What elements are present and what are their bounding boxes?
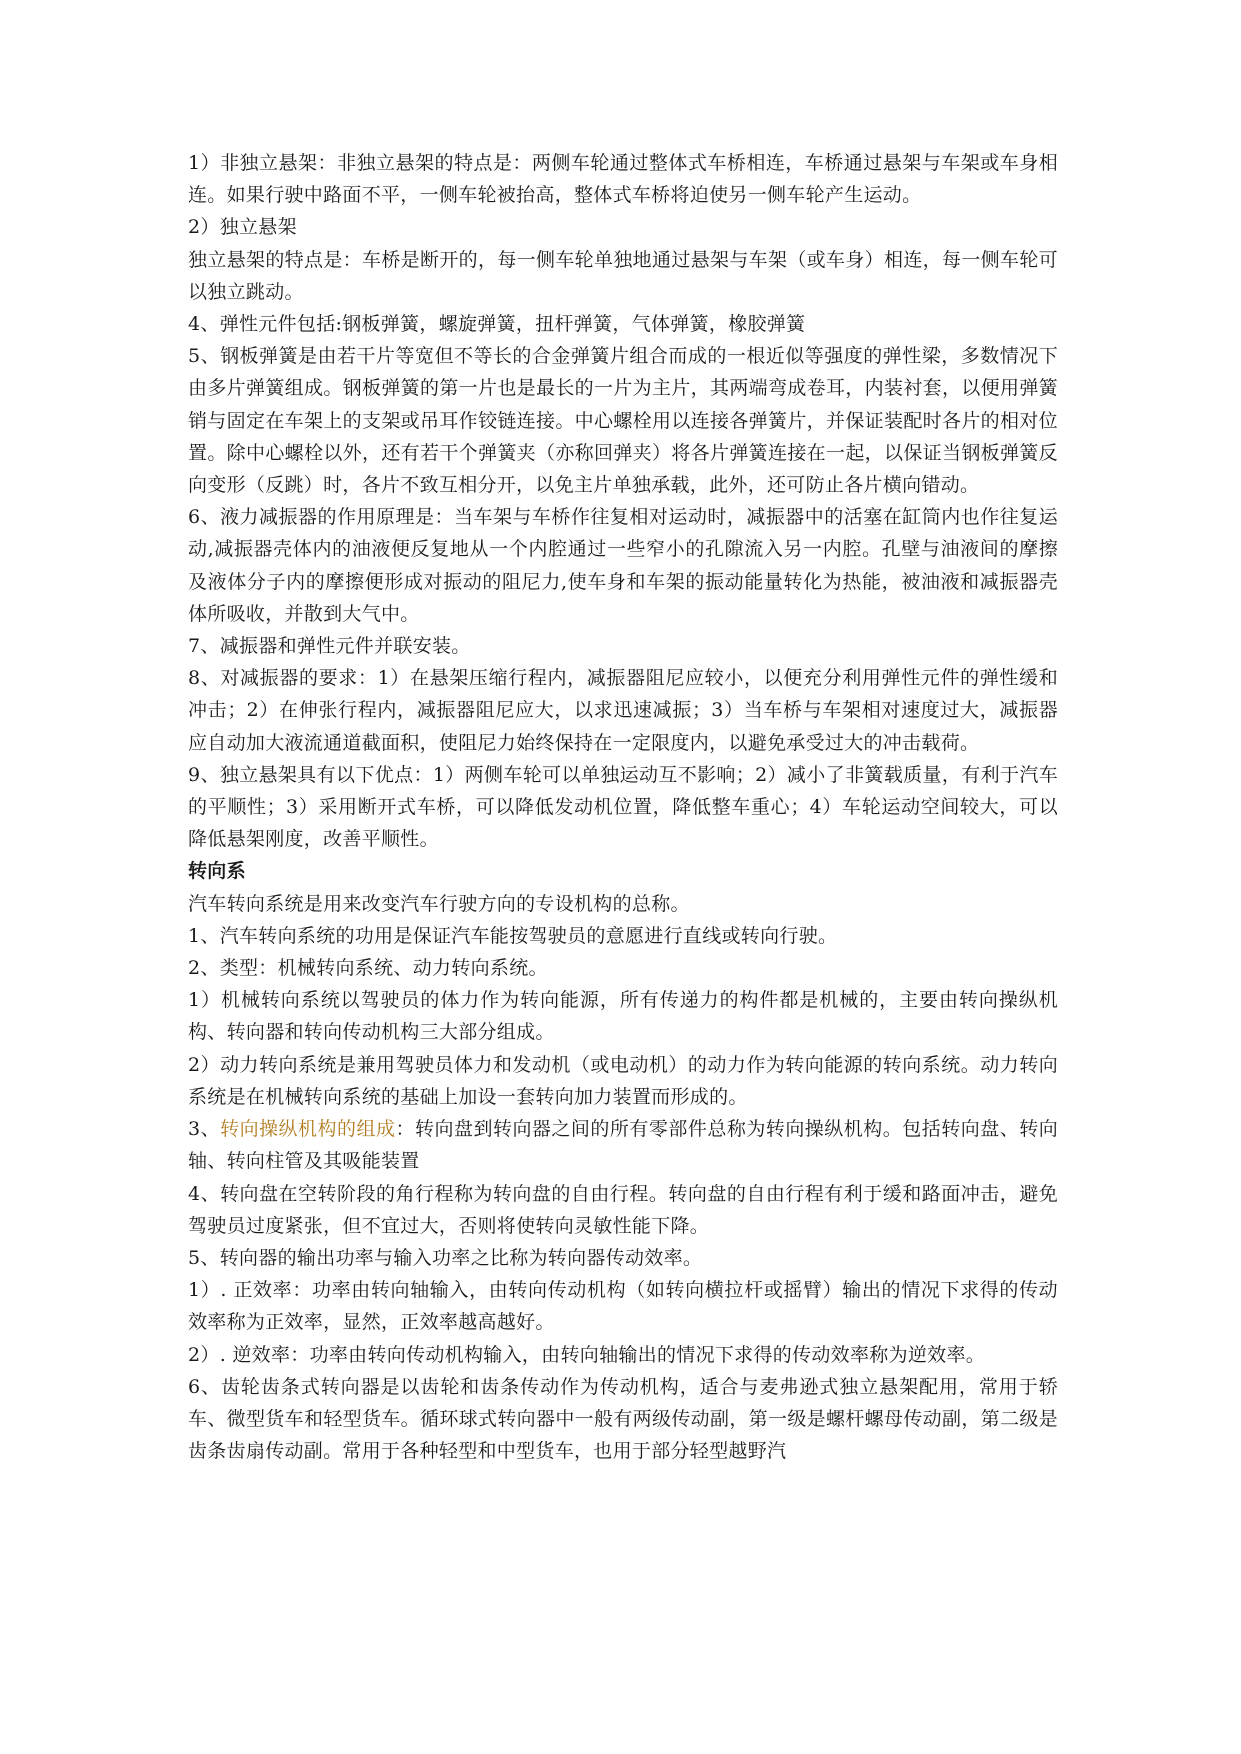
paragraph-independent-advantages: 9、独立悬架具有以下优点：1）两侧车轮可以单独运动互不影响；2）减小了非簧载质量，有利于汽车的平顺性；3）采用断开式车桥，可以降低发动机位置，降低整车重心；4）车轮运动空间较大，可以降低悬架刚度，改善平顺性。 (188, 763, 1058, 851)
paragraph-steering-function: 1、汽车转向系统的功用是保证汽车能按驾驶员的意愿进行直线或转向行驶。 (188, 924, 838, 947)
paragraph-steering-control-composition (188, 1113, 1058, 1177)
document-page (188, 147, 1058, 1467)
paragraph-rack-and-pinion: 6、齿轮齿条式转向器是以齿轮和齿条传动作为传动机构，适合与麦弗逊式独立悬架配用，常用于轿车、微型货车和轻型货车。循环球式转向器中一般有两级传动副，第一级是螺杆螺母传动副，第二级是齿条齿扇传动副。常用于各种轻型和中型货车，也用于部分轻型越野汽 (188, 1375, 1058, 1463)
item3-rest: ：转向盘到转向器之间的所有零部件总称为转向操纵机构。包括转向盘、转向轴、转向柱管及其吸能装置 (188, 1118, 1058, 1173)
paragraph-transmission-efficiency: 5、转向器的输出功率与输入功率之比称为转向器传动效率。 (188, 1246, 703, 1269)
paragraph-damper-requirements: 8、对减振器的要求：1）在悬架压缩行程内，减振器阻尼应较小，以便充分利用弹性元件的弹性缓和冲击；2）在伸张行程内，减振器阻尼应大，以求迅速减振；3）当车桥与车架相对速度过大，减振器应自动加大液流通道截面积，使阻尼力始终保持在一定限度内，以避免承受过大的冲击载荷。 (188, 667, 1058, 754)
paragraph-reverse-efficiency: 2）. 逆效率：功率由转向传动机构输入，由转向轴输出的情况下求得的传动效率称为逆效率。 (188, 1343, 986, 1366)
paragraph-nonindependent-suspension: 1）非独立悬架：非独立悬架的特点是：两侧车轮通过整体式车桥相连，车桥通过悬架与车架或车身相连。如果行驶中路面不平，一侧车轮被抬高，整体式车桥将迫使另一侧车轮产生运动。 (188, 152, 1058, 207)
paragraph-independent-suspension-features: 独立悬架的特点是：车桥是断开的，每一侧车轮单独地通过悬架与车架（或车身）相连，每一侧车轮可以独立跳动。 (188, 248, 1058, 303)
paragraph-damper-installation: 7、减振器和弹性元件并联安装。 (188, 635, 471, 658)
item3-prefix: 3、 (188, 1118, 221, 1141)
paragraph-hydraulic-damper: 6、液力减振器的作用原理是：当车架与车桥作往复相对运动时，减振器中的活塞在缸筒内也作往复运动,减振器壳体内的油液便反复地从一个内腔通过一些窄小的孔隙流入另一内腔。孔壁与油液间的摩擦及液体分子内的摩擦便形成对振动的阻尼力,使车身和车架的振动能量转化为热能，被油液和减振器壳体所吸收，并散到大气中。 (188, 506, 1058, 625)
paragraph-power-steering: 2）动力转向系统是兼用驾驶员体力和发动机（或电动机）的动力作为转向能源的转向系统。动力转向系统是在机械转向系统的基础上加设一套转向加力装置而形成的。 (188, 1053, 1058, 1108)
paragraph-elastic-elements: 4、弹性元件包括:钢板弹簧，螺旋弹簧，扭杆弹簧，气体弹簧，橡胶弹簧 (188, 313, 806, 336)
highlighted-term: 转向操纵机构的组成 (220, 1118, 396, 1141)
paragraph-steering-definition: 汽车转向系统是用来改变汽车行驶方向的专设机构的总称。 (188, 892, 690, 915)
paragraph-leaf-spring: 5、钢板弹簧是由若干片等宽但不等长的合金弹簧片组合而成的一根近似等强度的弹性梁，多数情况下由多片弹簧组成。钢板弹簧的第一片也是最长的一片为主片，其两端弯成卷耳，内装衬套，以便用弹簧销与固定在车架上的支架或吊耳作铰链连接。中心螺栓用以连接各弹簧片，并保证装配时各片的相对位置。除中心螺栓以外，还有若干个弹簧夹（亦称回弹夹）将各片弹簧连接在一起，以保证当钢板弹簧反向变形（反跳）时，各片不致互相分开，以免主片单独承载，此外，还可防止各片横向错动。 (188, 345, 1058, 497)
paragraph-mechanical-steering: 1）机械转向系统以驾驶员的体力作为转向能源，所有传递力的构件都是机械的，主要由转向操纵机构、转向器和转向传动机构三大部分组成。 (188, 989, 1058, 1044)
paragraph-independent-suspension-title: 2）独立悬架 (188, 216, 297, 239)
section-heading-steering: 转向系 (188, 860, 246, 883)
paragraph-forward-efficiency: 1）. 正效率：功率由转向轴输入，由转向传动机构（如转向横拉杆或摇臂）输出的情况下求得的传动效率称为正效率，显然，正效率越高越好。 (188, 1279, 1058, 1334)
paragraph-steering-types: 2、类型：机械转向系统、动力转向系统。 (188, 957, 548, 980)
paragraph-free-travel: 4、转向盘在空转阶段的角行程称为转向盘的自由行程。转向盘的自由行程有利于缓和路面冲击，避免驾驶员过度紧张，但不宜过大，否则将使转向灵敏性能下降。 (188, 1182, 1058, 1237)
